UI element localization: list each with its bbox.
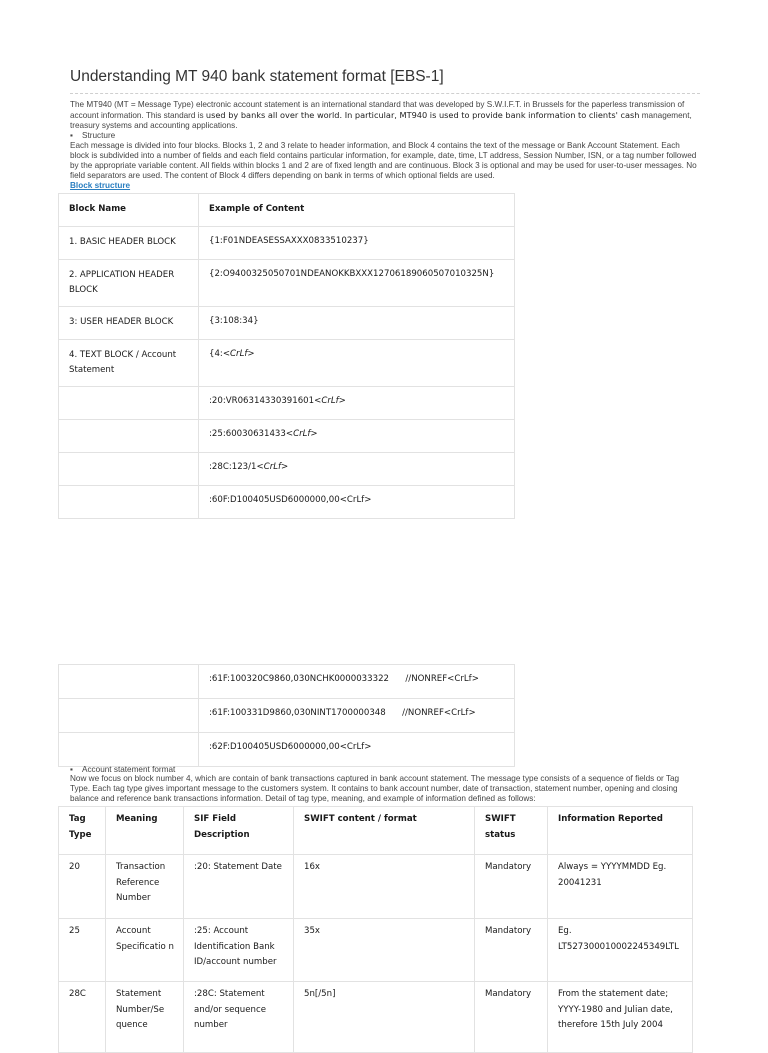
block-name-cell: 4. TEXT BLOCK / Account Statement: [59, 340, 199, 387]
block-structure-table-continued: [58, 664, 515, 767]
header-swift-status: SWIFT status: [475, 807, 548, 855]
block-content-cell: [199, 420, 515, 453]
tag-cell: 28C: [59, 982, 106, 1053]
content-value: :28C:123/1: [209, 462, 257, 472]
block-content-cell: [199, 387, 515, 420]
intro-text-bold: used by banks all over the world. In particular, MT940 is used to provide bank information to clients' cash: [205, 110, 640, 120]
content-value: :25:60030631433: [209, 429, 286, 439]
block-name-cell: [59, 699, 199, 733]
meaning-cell: Account Specificatio n: [106, 919, 184, 982]
tag-cell: 25: [59, 919, 106, 982]
table-row: [59, 665, 515, 699]
block-structure-link[interactable]: Block structure: [70, 181, 131, 190]
block-content-cell: {3:108:34}: [199, 307, 515, 340]
block-name-cell: 1. BASIC HEADER BLOCK: [59, 227, 199, 260]
tag-cell: 20: [59, 855, 106, 919]
meaning-cell: Transaction Reference Number: [106, 855, 184, 919]
block-content-cell: {1:F01NDEASESSAXXX0833510237}: [199, 227, 515, 260]
content-value: {4:: [209, 349, 223, 359]
table-row: [59, 260, 515, 307]
header-meaning: Meaning: [106, 807, 184, 855]
block-content-cell: :62F:D100405USD6000000,00<CrLf>: [199, 733, 515, 767]
block-content-cell: :61F:100320C9860,030NCHK0000033322 //NONREF<CrLf>: [199, 665, 515, 699]
table-row: [59, 733, 515, 767]
header-tag-type: Tag Type: [59, 807, 106, 855]
content-value: :20:VR06314330391601: [209, 396, 315, 406]
intro-text-1: The MT940 (MT = Message Type) electronic account statement is an international standard that was developed by S.W.I.F.T. in Brussels for the paperless transmission of account information. This standard is: [70, 100, 685, 120]
header-block-name: Block Name: [59, 194, 199, 227]
header-example-content: Example of Content: [199, 194, 515, 227]
header-sif-field: SIF Field Description: [184, 807, 294, 855]
structure-bullet: [70, 131, 115, 141]
sif-cell: :25: Account Identification Bank ID/account number: [184, 919, 294, 982]
crlf-tag: <CrLf>: [285, 429, 318, 439]
format-cell: 5n[/5n]: [294, 982, 475, 1053]
status-cell: Mandatory: [475, 855, 548, 919]
block-content-cell: :60F:D100405USD6000000,00<CrLf>: [199, 486, 515, 519]
block-content-cell: :61F:100331D9860,030NINT1700000348 //NONREF<CrLf>: [199, 699, 515, 733]
tag-type-table: [58, 806, 693, 1053]
table-row: [59, 420, 515, 453]
table-row: [59, 227, 515, 260]
block-content-cell: [199, 453, 515, 486]
table-row: [59, 699, 515, 733]
sif-cell: :20: Statement Date: [184, 855, 294, 919]
format-cell: 35x: [294, 919, 475, 982]
crlf-tag: <CrLf>: [314, 396, 346, 406]
table-row: [59, 340, 515, 387]
table-row: [59, 307, 515, 340]
table-header-row: [59, 194, 515, 227]
info-cell: From the statement date; YYYY-1980 and Julian date, therefore 15th July 2004: [548, 982, 693, 1053]
table-row: [59, 486, 515, 519]
table-row: [59, 982, 693, 1053]
page-title: Understanding MT 940 bank statement format [EBS-1]: [70, 68, 444, 85]
status-cell: Mandatory: [475, 919, 548, 982]
table-row: [59, 387, 515, 420]
structure-paragraph: Each message is divided into four blocks. Blocks 1, 2 and 3 relate to header information, and Block 4 contains the text of the message or Bank Account Statement. Each block is subdivided into a number of fields and each field contains particular information, for example, date, time, LT address, Session Number, ISN, or a tag number followed by the appropriate variable content. All fields within blocks 1 and 2 are of fixed length and are continuous. Block 3 is optional and may be used for user-to-user messages. No field separators are used. The content of Block 4 differs depending on bank in terms of which optional fields are used.: [70, 141, 697, 180]
block-name-cell: [59, 486, 199, 519]
header-swift-format: SWIFT content / format: [294, 807, 475, 855]
block-content-cell: {2:O9400325050701NDEANOKKBXXX12706189060507010325N}: [199, 260, 515, 307]
block-name-cell: [59, 733, 199, 767]
block-name-cell: [59, 453, 199, 486]
table-row: [59, 919, 693, 982]
structure-bullet-label: Structure: [82, 131, 116, 140]
intro-text-2: management, treasury systems and accounting applications.: [70, 111, 692, 130]
header-info-reported: Information Reported: [548, 807, 693, 855]
info-cell: Eg. LT527300010002245349LTL: [548, 919, 693, 982]
account-format-paragraph: Now we focus on block number 4, which are contain of bank transactions captured in bank account statement. The message type consists of a sequence of fields or Tag Type. Each tag type gives important message to the customers system. It contains to bank account number, date of transaction, statement number, opening and closing balance and reference bank transactions information. Detail of tag type, meaning, and example of information defined as follows:: [70, 774, 680, 803]
intro-paragraph: [70, 100, 700, 131]
title-divider: [70, 93, 700, 94]
crlf-tag: <CrLf>: [256, 462, 289, 472]
account-bullet-label: Account statement format: [82, 765, 176, 774]
sif-cell: :28C: Statement and/or sequence number: [184, 982, 294, 1053]
table-header-row: [59, 807, 693, 855]
bullet-dot-icon: ▪: [70, 765, 73, 774]
bullet-dot-icon: ▪: [70, 131, 73, 140]
crlf-tag: <CrLf>: [222, 349, 255, 359]
block-name-cell: [59, 665, 199, 699]
table-row: [59, 453, 515, 486]
table-row: [59, 855, 693, 919]
block-structure-table: [58, 193, 515, 519]
block-name-cell: 3: USER HEADER BLOCK: [59, 307, 199, 340]
meaning-cell: Statement Number/Se quence: [106, 982, 184, 1053]
format-cell: 16x: [294, 855, 475, 919]
block-content-cell: [199, 340, 515, 387]
status-cell: Mandatory: [475, 982, 548, 1053]
info-cell: Always = YYYYMMDD Eg. 20041231: [548, 855, 693, 919]
block-name-cell: [59, 387, 199, 420]
block-name-cell: [59, 420, 199, 453]
block-name-cell: 2. APPLICATION HEADER BLOCK: [59, 260, 199, 307]
